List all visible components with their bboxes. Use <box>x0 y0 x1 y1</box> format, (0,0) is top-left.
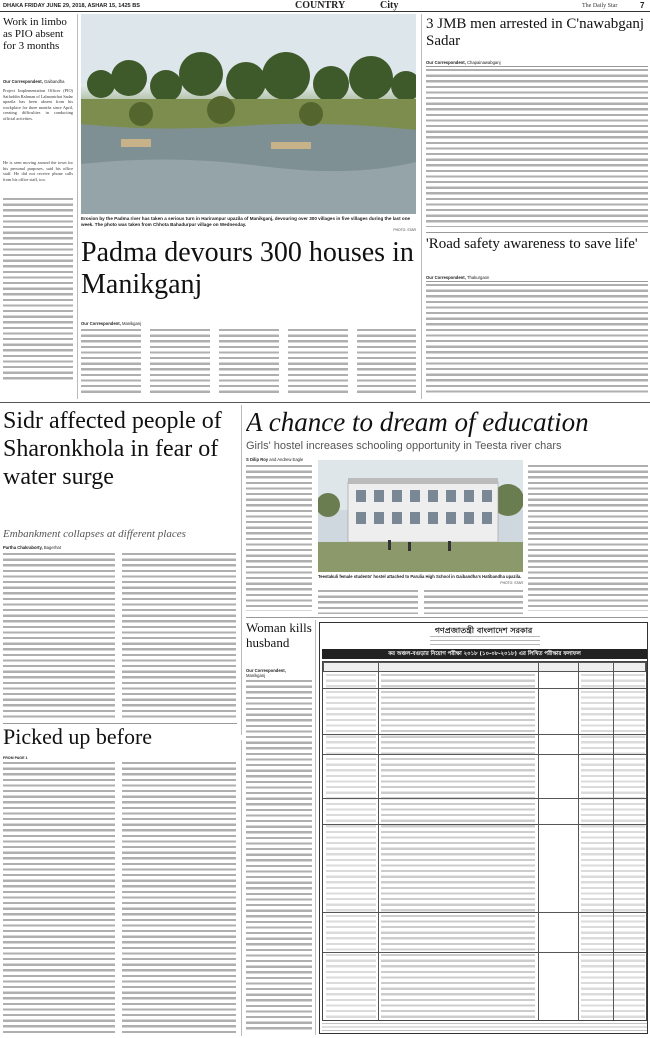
erosion-caption: Erosion by the Padma river has taken a serious turn in Harirampur upazila of Manikganj, devouring over 300 villages in five villages during the last one week. The photo was taken from Chhota Bahadurpur village on Wednesday. <box>81 216 411 227</box>
pio-body-text <box>3 198 73 383</box>
woman-byline-place: Manikganj <box>246 673 266 678</box>
advert-col-line <box>538 662 539 1020</box>
education-subhead: Girls' hostel increases schooling opportunity in Teesta river chars <box>246 440 562 452</box>
page-fold-rule <box>0 402 650 403</box>
hostel-photo-credit: PHOTO: STAR <box>500 581 523 585</box>
road-byline-rule <box>426 281 648 282</box>
jmb-byline-place: Chapainawabganj <box>466 60 501 65</box>
sidr-headline: Sidr affected people of Sharonkhola in fear of water surge <box>3 408 222 490</box>
woman-headline: Woman kills husband <box>246 620 312 650</box>
road-headline: 'Road safety awareness to save life' <box>426 236 638 252</box>
education-body-col-3 <box>424 590 523 614</box>
sidr-body-col-2 <box>122 553 236 718</box>
section-name: COUNTRY <box>295 0 346 11</box>
story-separator <box>246 617 648 618</box>
education-byline-and: and Andrew Eagle <box>269 457 304 462</box>
padma-body-col-4 <box>288 329 348 393</box>
advert-result-title: কর অঞ্চল-বগুড়ার নিয়োগ পরীক্ষা ২০১৮ (১০-০৮-২০১৮) এর লিখিত পরীক্ষার ফলাফল <box>322 649 647 659</box>
hostel-photo <box>318 460 523 572</box>
jmb-body-text <box>426 69 648 227</box>
advert-roll-numbers <box>381 674 535 1018</box>
column-divider <box>421 14 422 399</box>
column-divider <box>77 14 78 399</box>
advert-col-line <box>378 662 379 1020</box>
education-headline: A chance to dream of education <box>246 407 589 437</box>
picked-headline: Picked up before <box>3 724 153 749</box>
padma-headline: Padma devours 300 houses in Manikganj <box>81 237 414 300</box>
padma-byline-name: Our Correspondent, <box>81 321 121 326</box>
hostel-scene <box>318 460 523 572</box>
story-separator <box>426 232 648 233</box>
advert-table <box>322 661 647 1021</box>
column-divider <box>241 405 242 735</box>
education-body-col-4 <box>528 465 648 611</box>
sidr-body-col-1 <box>3 553 115 718</box>
advert-govt-title: গণপ্রজাতন্ত্রী বাংলাদেশ সরকার <box>434 626 533 635</box>
picked-body-col-2 <box>122 762 236 1034</box>
jmb-byline-name: Our Correspondent, <box>426 60 466 65</box>
picked-body-col-1 <box>3 762 115 1034</box>
section-name-city: City <box>380 0 399 11</box>
column-divider <box>315 620 316 1035</box>
pio-byline-name: Our Correspondent, <box>3 79 43 84</box>
sidr-byline <box>3 545 61 550</box>
pio-paragraph-1: Project Implementation Officer (PIO) Saifuddin Rahman of Lalmonirhat Sadar upazila has been absent from his workplace for three months since April, creating difficulties in conducting official activities. <box>3 88 73 121</box>
jmb-byline-rule <box>426 66 648 67</box>
erosion-photo <box>81 14 416 214</box>
padma-body-col-5 <box>357 329 416 393</box>
sidr-byline-name: Partha Chakraborty, <box>3 545 43 550</box>
advert-header-row <box>323 662 646 672</box>
education-body-col-1 <box>246 465 312 611</box>
erosion-photo-credit: PHOTO: STAR <box>393 228 416 232</box>
advert-notes <box>581 674 645 1018</box>
paper-name: The Daily Star <box>582 3 618 9</box>
sidr-byline-place: Bagerhat <box>43 545 61 550</box>
pio-byline-place: Gaibandha <box>43 79 65 84</box>
road-body-text <box>426 284 648 396</box>
education-body-col-2 <box>318 590 418 614</box>
picked-from-page: FROM PAGE 1 <box>3 756 28 760</box>
column-divider <box>241 740 242 1036</box>
advert-col-line <box>578 662 579 1020</box>
woman-byline-name: Our Correspondent, <box>246 668 286 673</box>
padma-byline <box>81 321 141 326</box>
erosion-scene <box>81 14 416 214</box>
pio-byline <box>3 79 64 84</box>
road-byline-place: Thakurgaon <box>466 275 490 280</box>
road-byline <box>426 275 489 280</box>
advert-footer <box>322 1023 647 1032</box>
padma-body-col-3 <box>219 329 279 393</box>
education-byline-name: S Dilip Roy <box>246 457 269 462</box>
page-number: 7 <box>640 1 645 10</box>
advert-subtitle-lines <box>430 636 540 648</box>
woman-body-text <box>246 680 312 1032</box>
advert-post-names <box>326 674 376 1018</box>
jmb-byline <box>426 60 501 65</box>
padma-body-col-1 <box>81 329 141 393</box>
jmb-headline: 3 JMB men arrested in C'nawabganj Sadar <box>426 16 645 49</box>
road-byline-name: Our Correspondent, <box>426 275 466 280</box>
masthead-rule <box>0 11 650 12</box>
education-byline <box>246 457 303 462</box>
govt-advert <box>319 622 648 1034</box>
pio-headline: Work in limbo as PIO absent for 3 months <box>3 16 67 52</box>
padma-body-col-2 <box>150 329 210 393</box>
dateline: DHAKA FRIDAY JUNE 29, 2018, ASHAR 15, 1425 BS <box>3 3 140 9</box>
padma-byline-place: Manikganj <box>121 321 142 326</box>
sidr-subhead: Embankment collapses at different places <box>3 528 186 540</box>
pio-paragraph-2: He is seen moving around the town for his personal purposes, said his office staff. He did not receive phone calls from his office staff, too. <box>3 160 73 182</box>
hostel-caption: Teestakuli female students' hostel attached to Parulia High School in Gaibandha's Hatibandha upazila. <box>318 574 522 579</box>
